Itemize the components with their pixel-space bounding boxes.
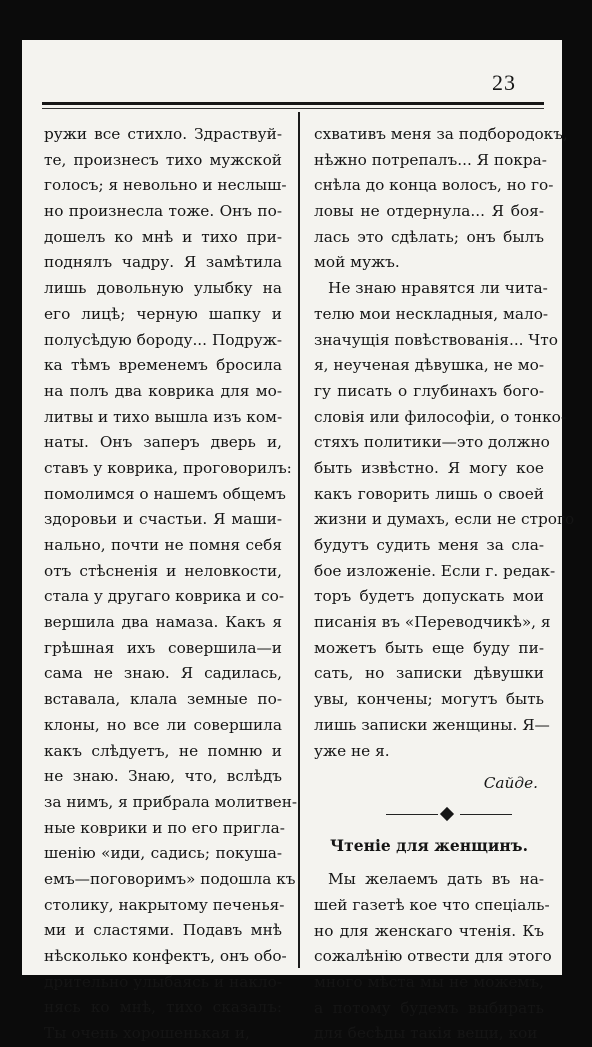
- right-column: [314, 122, 575, 1047]
- text-line: грѣшная ихъ совершила—и: [44, 638, 282, 657]
- text-line: увы, кончены; могутъ быть: [314, 690, 544, 709]
- text-line: ми и сластями. Подавъ мнѣ: [44, 921, 282, 940]
- left-column: [44, 122, 298, 1047]
- text-line: Мы желаемъ дать въ на-: [328, 870, 544, 889]
- text-line: уже не я.: [314, 741, 390, 760]
- text-line: его лицѣ; черную шапку и: [44, 304, 282, 323]
- text-line: ка тѣмъ временемъ бросила: [44, 356, 282, 375]
- text-line: торъ будетъ допускать мои: [314, 587, 544, 606]
- text-line: ставъ у коврика, проговорилъ:: [44, 458, 292, 477]
- text-line: шей газетѣ кое что спеціаль-: [314, 895, 550, 914]
- text-line: нально, почти не помня себя: [44, 536, 282, 554]
- section-title: Чтеніе для женщинъ.: [330, 836, 528, 856]
- ornament-rule-right: [460, 814, 512, 815]
- text-line: вставала, клала земные по-: [44, 690, 282, 709]
- text-line: наты. Онъ заперъ дверь и,: [44, 433, 282, 452]
- text-line: гу писать о глубинахъ бого-: [314, 381, 544, 400]
- text-line: на полъ два коврика для мо-: [44, 381, 282, 400]
- text-line: не знаю. Знаю, что, вслѣдъ: [44, 767, 282, 786]
- text-line: быть извѣстно. Я могу кое: [314, 458, 544, 477]
- text-line: сать, но записки дѣвушки: [314, 664, 544, 683]
- text-line: нѣсколько конфектъ, онъ обо-: [44, 947, 287, 965]
- text-line: лась это сдѣлать; онъ былъ: [314, 227, 544, 246]
- text-line: словія или философіи, о тонко-: [314, 407, 567, 426]
- text-line: Не знаю нравятся ли чита-: [328, 279, 548, 298]
- text-line: лишь довольную улыбку на: [44, 279, 282, 298]
- text-line: столику, накрытому печенья-: [44, 895, 285, 914]
- author-signature: Сайде.: [483, 774, 538, 793]
- text-line: писанія въ «Переводчикѣ», я: [314, 613, 551, 632]
- text-line: лишь записки женщины. Я—: [314, 715, 550, 734]
- text-line: сожалѣнію отвести для этого: [314, 947, 552, 966]
- text-line: жизни и думахъ, если не строго: [314, 510, 575, 529]
- text-line: нѣжно потрепалъ... Я покра-: [314, 150, 547, 169]
- text-line: ружи все стихло. Здраствуй-: [44, 125, 282, 143]
- text-line: ловы не отдернула... Я боя-: [314, 202, 544, 221]
- text-line: голосъ; я невольно и неслыш-: [44, 176, 287, 195]
- text-line: я, неученая дѣвушка, не мо-: [314, 356, 544, 375]
- text-line: литвы и тихо вышла изъ ком-: [44, 407, 283, 426]
- text-line: стяхъ политики—это должно: [314, 433, 550, 452]
- text-line: но произнесла тоже. Онъ по-: [44, 202, 282, 221]
- text-line: емъ—поговоримъ» подошла къ: [44, 869, 296, 888]
- text-line: дошелъ ко мнѣ и тихо при-: [44, 227, 282, 246]
- newspaper-page: [22, 40, 575, 1043]
- text-line: можетъ быть еще буду пи-: [314, 638, 544, 657]
- text-line: полусѣдую бороду... Подруж-: [44, 330, 282, 349]
- text-line: будутъ судить меня за сла-: [314, 536, 544, 554]
- text-line: какъ говорить лишь о своей: [314, 484, 544, 503]
- ornament-diamond-icon: [440, 807, 454, 821]
- text-line: те, произнесъ тихо мужской: [44, 150, 282, 169]
- text-line: какъ слѣдуетъ, не помню и: [44, 741, 282, 760]
- text-line: помолимся о нашемъ общемъ: [44, 484, 286, 503]
- text-line: вершила два намаза. Какъ я: [44, 613, 282, 632]
- text-line: мой мужъ.: [314, 253, 400, 272]
- text-line: нясь ко мнѣ, тихо сказалъ:: [44, 998, 282, 1017]
- text-line: схвативъ меня за подбородокъ,: [314, 125, 568, 143]
- section-ornament: [314, 799, 544, 831]
- text-line: а потому будемъ выбирать: [314, 998, 544, 1017]
- text-line: поднялъ чадру. Я замѣтила: [44, 253, 282, 272]
- text-line: для бесѣды такія вещи, кои: [314, 1024, 538, 1043]
- text-line: здоровьи и счастьи. Я маши-: [44, 510, 282, 529]
- text-line: телю мои нескладныя, мало-: [314, 304, 549, 323]
- text-line: стала у другаго коврика и со-: [44, 587, 285, 606]
- text-line: значущія повѣствованія... Что: [314, 330, 558, 349]
- text-line: отъ стѣсненія и неловкости,: [44, 561, 282, 580]
- text-line: снѣла до конца волосъ, но го-: [314, 176, 554, 195]
- column-divider: [298, 112, 300, 968]
- right-column-paragraph-1: [314, 122, 568, 276]
- text-line: Ты очень хорошенькая и,: [44, 1024, 250, 1043]
- page-number: 23: [492, 70, 516, 95]
- text-line: клоны, но все ли совершила: [44, 715, 282, 734]
- header-rule: [42, 102, 544, 105]
- text-line: шенію «иди, садись; покушa-: [44, 844, 282, 863]
- header-rule-thin: [42, 108, 544, 109]
- text-line: но для женскаго чтенія. Къ: [314, 921, 544, 940]
- text-line: бое изложеніе. Если г. редак-: [314, 561, 556, 580]
- right-column-paragraph-2: [314, 276, 575, 764]
- text-line: за нимъ, я прибрала молитвен-: [44, 792, 298, 811]
- text-line: дрительно улыбаясь и накло-: [44, 972, 282, 991]
- text-line: много мѣста мы не можемъ,: [314, 972, 544, 991]
- right-column-paragraph-3: [314, 867, 552, 1047]
- ornament-rule-left: [386, 814, 438, 815]
- text-line: сама не знаю. Я садилась,: [44, 664, 282, 683]
- text-line: ные коврики и по его пригла-: [44, 818, 285, 837]
